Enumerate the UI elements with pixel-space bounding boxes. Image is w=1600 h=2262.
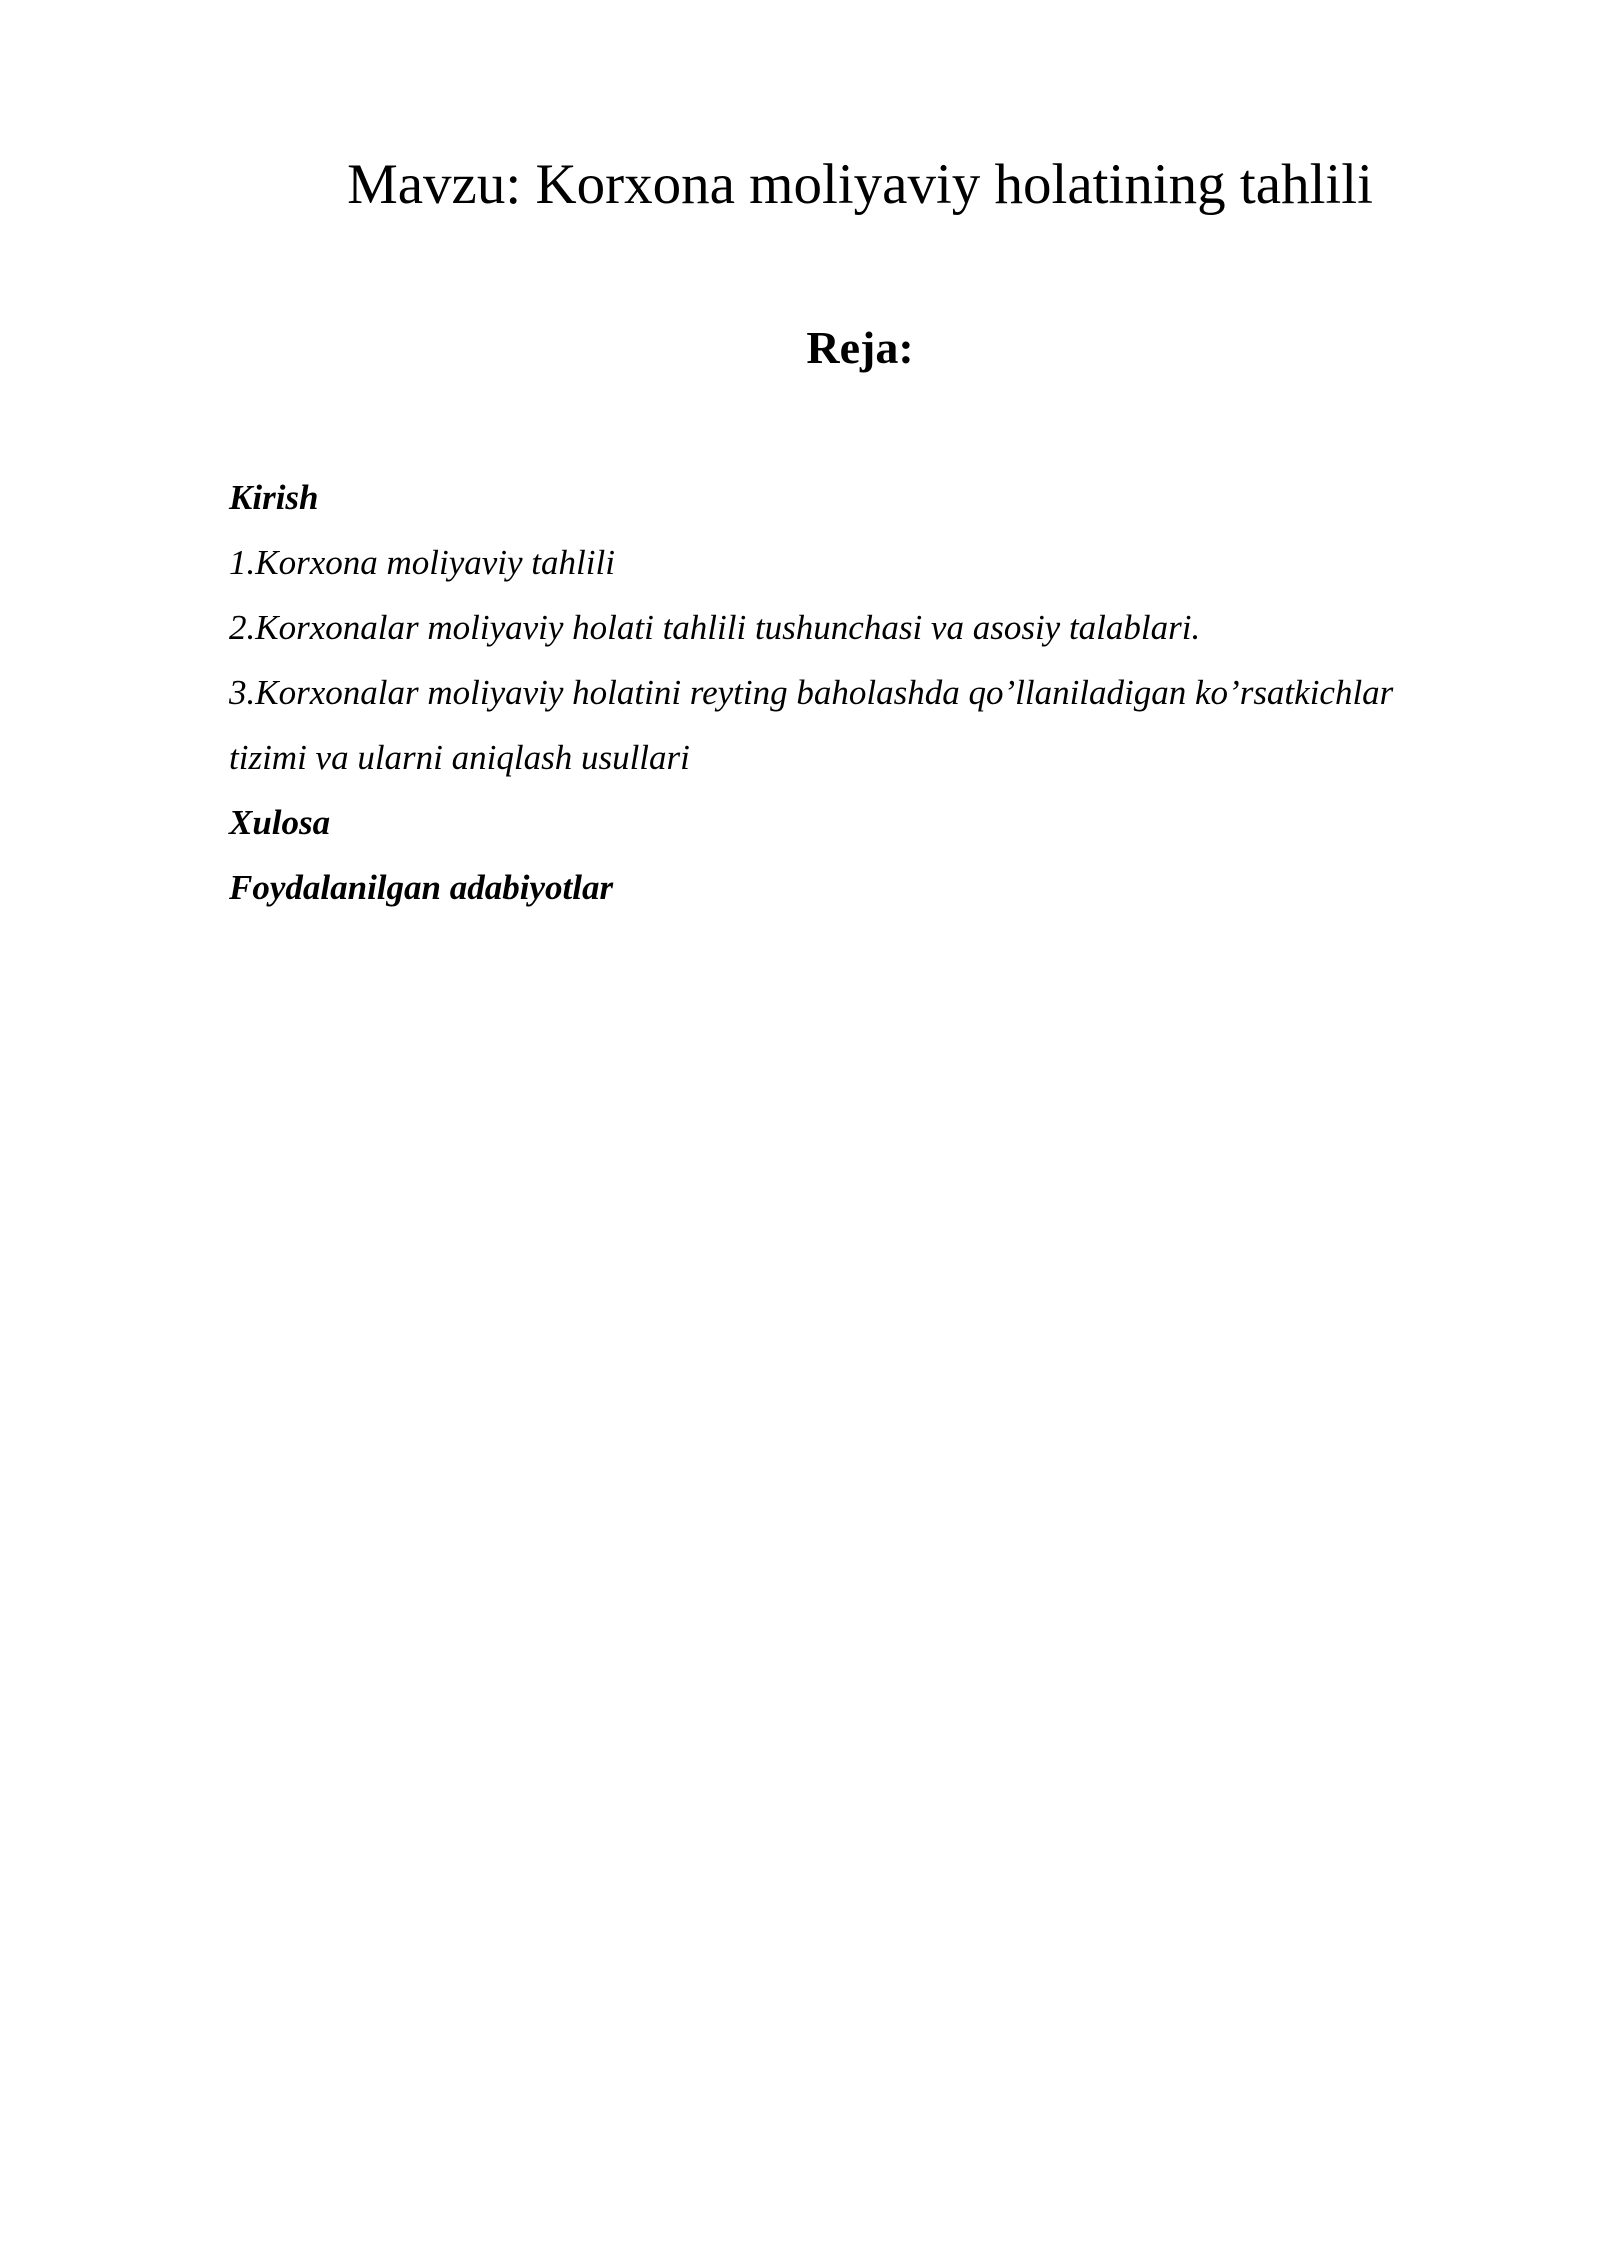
document-title: Mavzu: Korxona moliyaviy holatining tahlili bbox=[347, 153, 1373, 216]
plan-outline bbox=[229, 465, 1529, 920]
outline-item-2: 2.Korxonalar moliyaviy holati tahlili tushunchasi va asosiy talablari. bbox=[229, 608, 1201, 647]
outline-conclusion: Xulosa bbox=[229, 803, 331, 842]
outline-references: Foydalanilgan adabiyotlar bbox=[229, 868, 614, 907]
outline-intro: Kirish bbox=[229, 478, 319, 517]
outline-item-1: 1.Korxona moliyaviy tahlili bbox=[229, 543, 615, 582]
outline-item-3-line-1: 3.Korxonalar moliyaviy holatini reyting baholashda qo’llaniladigan ko’rsatkichlar bbox=[229, 673, 1394, 712]
plan-heading: Reja: bbox=[806, 322, 914, 373]
outline-item-3-line-2: tizimi va ularni aniqlash usullari bbox=[229, 738, 690, 777]
